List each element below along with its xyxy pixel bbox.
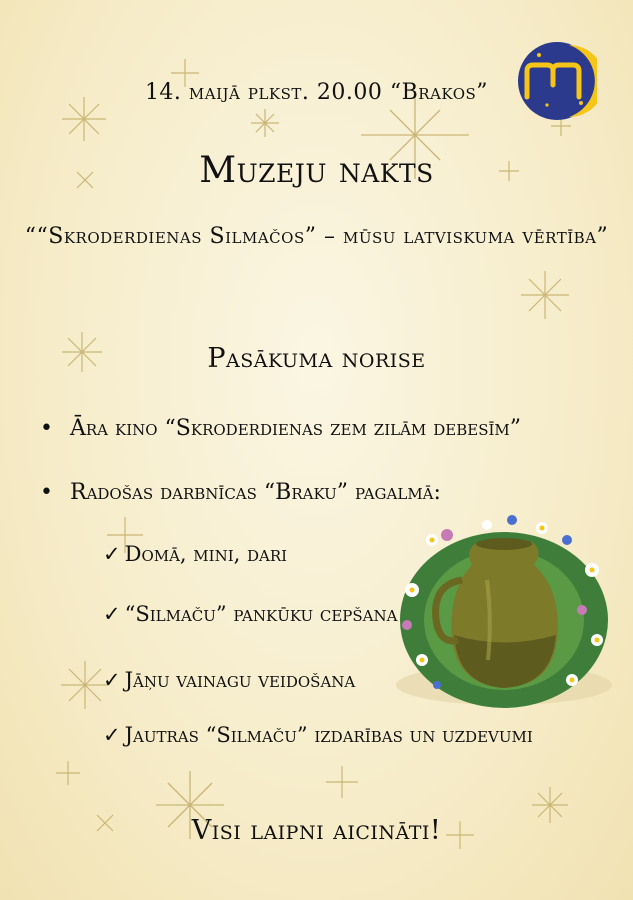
checkmark-icon: ✓ — [103, 602, 121, 626]
event-title: Muzeju nakts — [199, 150, 434, 191]
event-subtitle: ““Skroderdienas Silmačos” – mūsu latviskuma vērtība” — [24, 224, 609, 249]
program-bullet-text: Āra kino “Skroderdienas zem zilām debesīm” — [70, 416, 522, 441]
jug-with-flower-wreath-icon — [392, 510, 617, 710]
workshop-item — [103, 542, 287, 566]
workshop-item-text: Jautras “Silmaču” izdarības un uzdevumi — [124, 723, 533, 747]
program-bullet — [40, 480, 441, 505]
workshop-item-text: Jāņu vainagu veidošana — [124, 668, 356, 692]
workshop-item — [103, 668, 355, 692]
sparkle-star-icon — [325, 765, 359, 799]
sparkle-star-icon — [55, 760, 81, 786]
sparkle-star-icon — [250, 108, 280, 138]
workshop-item-text: “Silmaču” pankūku cepšana — [124, 602, 398, 626]
event-date-line: 14. maijā plkst. 20.00 “Brakos” — [144, 80, 489, 105]
bullet-marker: • — [40, 480, 53, 505]
workshop-item — [103, 723, 533, 747]
checkmark-icon: ✓ — [103, 723, 121, 747]
checkmark-icon: ✓ — [103, 542, 121, 566]
program-heading: Pasākuma norise — [207, 343, 426, 374]
workshop-item — [103, 602, 397, 626]
program-bullet-text: Radošas darbnīcas “Braku” pagalmā: — [70, 480, 441, 505]
checkmark-icon: ✓ — [103, 668, 121, 692]
sparkle-star-icon — [520, 270, 570, 320]
bullet-marker: • — [40, 416, 53, 441]
workshop-item-text: Domā, mini, dari — [124, 542, 288, 566]
program-bullet — [40, 416, 521, 441]
invitation-footer: Visi laipni aicināti! — [191, 815, 442, 846]
